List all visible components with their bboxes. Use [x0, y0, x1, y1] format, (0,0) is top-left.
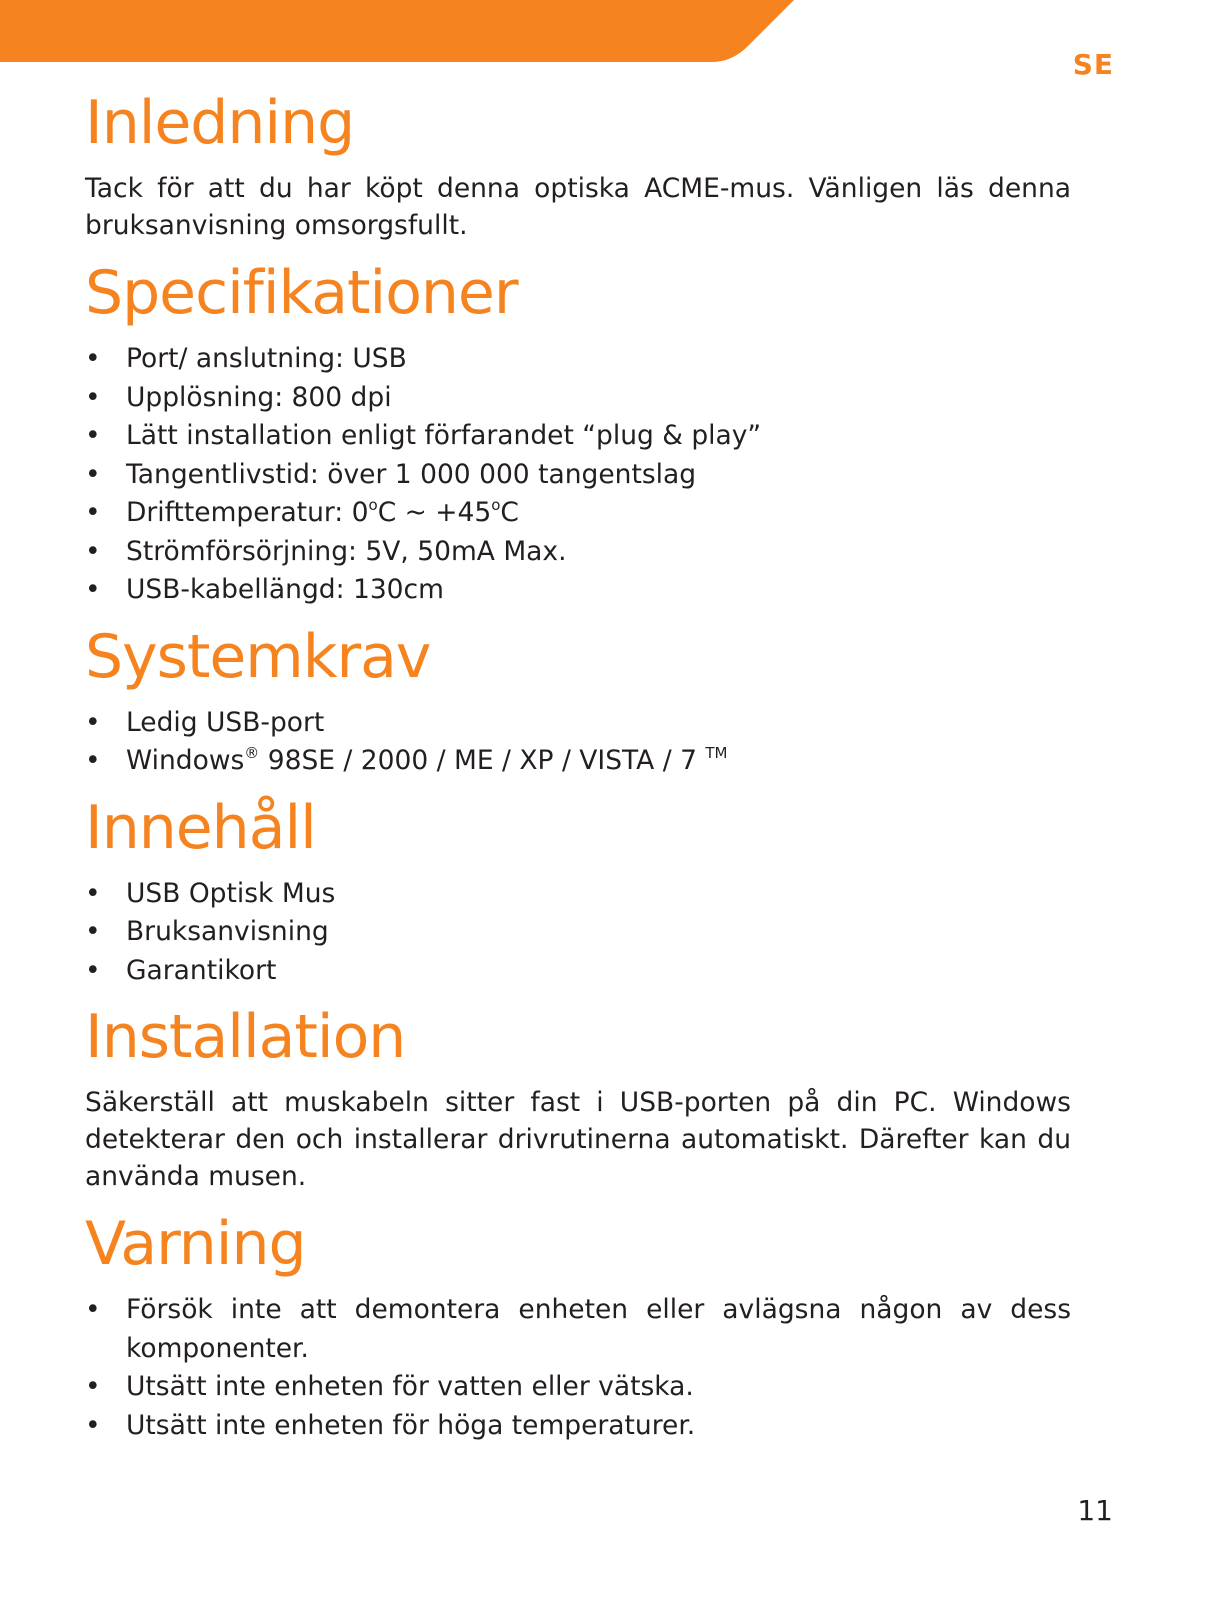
- intro-paragraph: Tack för att du har köpt denna optiska ACME-mus. Vänligen läs denna bruksanvisning omsorgsfullt.: [85, 173, 1071, 241]
- spec-port: Port/ anslutning: USB: [126, 343, 407, 374]
- contents-list: [85, 875, 1071, 991]
- spec-cable-length: USB-kabellängd: 130cm: [126, 574, 444, 605]
- header-banner: [0, 0, 1216, 62]
- list-item: • Strömförsörjning: 5V, 50mA Max.: [85, 535, 567, 567]
- heading-installation: Installation: [85, 1002, 406, 1072]
- heading-contents: Innehåll: [85, 792, 316, 863]
- section-specifications: [85, 258, 1071, 610]
- heading-specifications: Specifikationer: [85, 258, 518, 328]
- list-item: • Tangentlivstid: över 1 000 000 tangentslag: [85, 458, 697, 490]
- installation-paragraph: Säkerställ att muskabeln sitter fast i USB-porten på din PC. Windows detekterar den och installerar drivrutinerna automatiskt. Därefter kan du använda musen.: [85, 1087, 1071, 1192]
- list-item: • Port/ anslutning: USB: [85, 343, 407, 374]
- heading-warning: Varning: [85, 1209, 306, 1279]
- list-item: • Utsätt inte enheten för vatten eller vätska.: [85, 1371, 694, 1402]
- specifications-list: [85, 340, 1071, 610]
- language-code: SE: [1072, 48, 1114, 81]
- list-item: • Lätt installation enligt förfarandet “plug & play”: [85, 420, 762, 451]
- list-item: • Drifttemperatur: 0$^o$C ~ $+45^oC$: [85, 496, 519, 528]
- list-item: • Utsätt inte enheten för höga temperaturer.: [85, 1409, 696, 1441]
- spec-key-life: Tangentlivstid: över 1 000 000 tangentslag: [126, 458, 697, 490]
- section-contents: [85, 793, 1071, 991]
- spec-plug-and-play: Lätt installation enligt förfarandet “plug & play”: [126, 420, 762, 451]
- list-item: • USB Optisk Mus: [85, 877, 336, 909]
- list-item: • Upplösning: 800 dpi: [85, 381, 392, 413]
- list-item: • USB-kabellängd: 130cm: [85, 574, 444, 605]
- manual-content: [85, 88, 1071, 1457]
- list-item: • Garantikort: [85, 954, 277, 986]
- page-number: 11: [1077, 1494, 1113, 1527]
- orange-header-shape: [0, 0, 794, 62]
- heading-system-requirements: Systemkrav: [85, 621, 431, 692]
- list-item: • Bruksanvisning: [85, 916, 329, 947]
- warning-list: [85, 1291, 1071, 1445]
- heading-intro: Inledning: [85, 88, 355, 158]
- list-item: • Försök inte att demontera enheten eller avlägsna någon av dess komponenter.: [85, 1294, 1071, 1364]
- list-item: • Ledig USB-port: [85, 706, 325, 738]
- section-intro: [85, 88, 1071, 244]
- section-warning: [85, 1209, 1071, 1445]
- list-item: • Windows® 98SE / 2000 / ME / XP / VISTA / 7 ™: [85, 744, 728, 776]
- system-requirements-list: [85, 704, 1071, 781]
- section-system-requirements: [85, 622, 1071, 781]
- section-installation: [85, 1002, 1071, 1195]
- req-usb-port: Ledig USB-port: [126, 706, 325, 738]
- spec-temperature: Drifttemperatur: 0$^o$C ~ $+45^oC$: [126, 496, 519, 528]
- spec-power: Strömförsörjning: 5V, 50mA Max.: [126, 535, 567, 567]
- spec-resolution: Upplösning: 800 dpi: [126, 381, 392, 413]
- req-windows: Windows® 98SE / 2000 / ME / XP / VISTA / 7 ™: [126, 744, 728, 776]
